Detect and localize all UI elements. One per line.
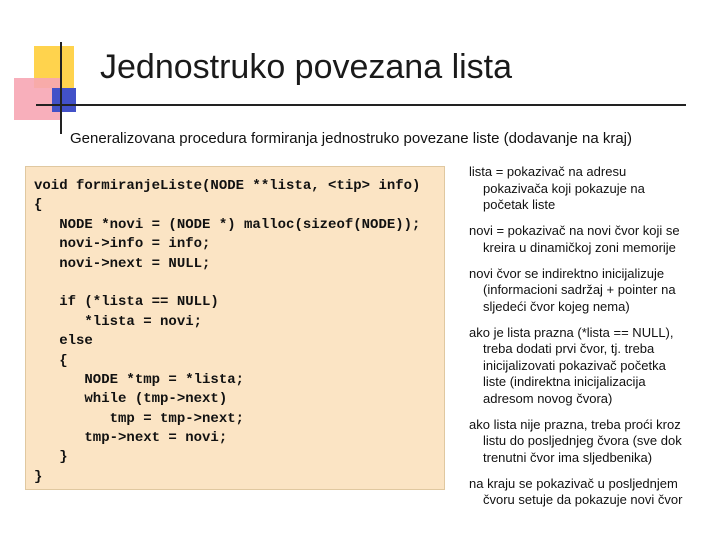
note-item bbox=[469, 476, 709, 509]
code-line bbox=[34, 274, 444, 293]
code-line: novi->next = NULL; bbox=[34, 255, 211, 272]
note-line: novi čvor se indirektno inicijalizuje bbox=[469, 265, 665, 281]
note-line: inicijalizovati pokazivač početka bbox=[483, 357, 666, 373]
note-line: lista = pokazivač na adresu bbox=[469, 164, 627, 179]
note-item bbox=[469, 223, 709, 256]
note-line: pokazivača koji pokazuje na bbox=[483, 180, 645, 196]
code-line: } bbox=[34, 468, 43, 485]
note-line: čvoru setuje da pokazuje novi čvor bbox=[483, 492, 683, 507]
note-item bbox=[469, 266, 709, 316]
note-line: na kraju se pokazivač u posljednjem bbox=[469, 475, 678, 491]
note-line: sljedeći čvor kojeg nema) bbox=[483, 298, 630, 314]
note-line: (informacioni sadržaj + pointer na bbox=[483, 282, 676, 297]
title-underline bbox=[36, 104, 686, 106]
slide-subtitle: Generalizovana procedura formiranja jednostruko povezane liste (dodavanje na kraj) bbox=[70, 130, 632, 147]
code-line: tmp = tmp->next; bbox=[34, 410, 245, 427]
note-line: ako lista nije prazna, treba proći kroz bbox=[469, 416, 681, 432]
note-item bbox=[469, 325, 709, 408]
code-line: else bbox=[34, 333, 93, 350]
code-block bbox=[25, 166, 445, 490]
code-line: { bbox=[34, 197, 43, 214]
decor-vertical-line bbox=[60, 42, 62, 134]
note-line: početak liste bbox=[483, 197, 556, 212]
code-line: tmp->next = novi; bbox=[34, 430, 228, 447]
note-line: adresom novog čvora) bbox=[483, 390, 613, 406]
note-item bbox=[469, 164, 709, 214]
code-line: while (tmp->next) bbox=[34, 391, 228, 408]
code-line: if (*lista == NULL) bbox=[34, 294, 219, 311]
note-line: listu do posljednjeg čvora (sve dok bbox=[483, 433, 682, 448]
code-line: { bbox=[34, 352, 68, 369]
code-line: NODE *tmp = *lista; bbox=[34, 371, 245, 388]
code-line: NODE *novi = (NODE *) malloc(sizeof(NODE)); bbox=[34, 216, 421, 233]
notes-panel bbox=[469, 164, 709, 518]
note-line: novi = pokazivač na novi čvor koji se bbox=[469, 223, 680, 238]
note-line: trenutni čvor ima sljedbenika) bbox=[483, 449, 653, 465]
note-line: kreira u dinamičkoj zoni memorije bbox=[483, 239, 676, 255]
code-line: *lista = novi; bbox=[34, 313, 203, 330]
note-item bbox=[469, 417, 709, 467]
decor-blue-square bbox=[52, 88, 76, 112]
code-line: } bbox=[34, 449, 68, 466]
note-line: liste (indirektna inicijalizacija bbox=[483, 374, 646, 389]
note-line: treba dodati prvi čvor, tj. treba bbox=[483, 341, 655, 356]
note-line: ako je lista prazna (*lista == NULL), bbox=[469, 324, 674, 340]
slide-title: Jednostruko povezana lista bbox=[100, 48, 513, 86]
code-line: void formiranjeListe(NODE **lista, <tip> info) bbox=[34, 178, 421, 194]
code-line: novi->info = info; bbox=[34, 236, 211, 253]
